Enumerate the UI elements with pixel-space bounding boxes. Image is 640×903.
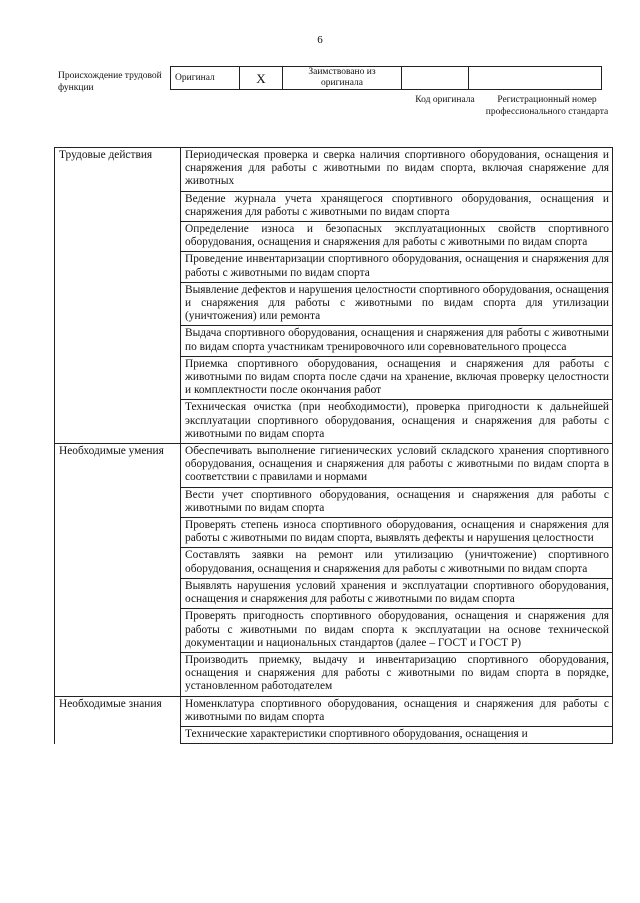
table-cell: Ведение журнала учета хранящегося спортивного оборудования, оснащения и снаряжения для работы с животными по видам спорта <box>181 191 613 221</box>
table-row <box>55 148 613 192</box>
table-cell: Вести учет спортивного оборудования, оснащения и снаряжения для работы с животными по видам спорта <box>181 487 613 517</box>
table-cell: Обеспечивать выполнение гигиенических условий складского хранения спортивного оборудования, оснащения и снаряжения для работы с животными по видам спорта в соответствии с правилами и нормами <box>181 444 613 488</box>
section-title: Необходимые умения <box>55 444 181 488</box>
code-cell <box>402 67 469 90</box>
table-cell: Проверять пригодность спортивного оборудования, оснащения и снаряжения для работы с животными по видам спорта к эксплуатации на основе технической документации и национальных стандартов (далее – ГОСТ и ГОСТ Р) <box>181 609 613 653</box>
table-row <box>55 548 613 578</box>
table-row <box>55 726 613 743</box>
table-row <box>55 222 613 252</box>
table-cell: Технические характеристики спортивного оборудования, оснащения и <box>181 726 613 743</box>
table-cell: Производить приемку, выдачу и инвентаризацию спортивного оборудования, оснащения и снаряжения для работы с животными по видам спорта в порядке, установленном работодателем <box>181 652 613 696</box>
table-cell: Составлять заявки на ремонт или утилизацию (уничтожение) спортивного оборудования, оснащения и снаряжения для работы с животными по видам спорта <box>181 548 613 578</box>
table-cell: Выдача спортивного оборудования, оснащения и снаряжения для работы с животными по видам спорта участникам тренировочного или соревновательного процесса <box>181 326 613 356</box>
original-mark: X <box>240 67 283 90</box>
table-row <box>55 400 613 444</box>
section-title: Необходимые знания <box>55 696 181 726</box>
table-cell: Проверять степень износа спортивного оборудования, оснащения и снаряжения для работы с животными по видам спорта, выявлять дефекты и нарушения целостности <box>181 518 613 548</box>
table-row <box>55 444 613 488</box>
table-cell: Выявлять нарушения условий хранения и эксплуатации спортивного оборудования, оснащения и снаряжения для работы с животными по видам спорта <box>181 578 613 608</box>
table-cell: Определение износа и безопасных эксплуатационных свойств спортивного оборудования, оснащения и снаряжения для работы с животными по видам спорта <box>181 222 613 252</box>
section-title: Трудовые действия <box>55 148 181 192</box>
table-row <box>55 696 613 726</box>
page-number: 6 <box>317 34 323 46</box>
origin-table <box>170 66 602 90</box>
table-cell: Номенклатура спортивного оборудования, оснащения и снаряжения для работы с животными по видам спорта <box>181 696 613 726</box>
table-row <box>55 191 613 221</box>
table-row <box>55 356 613 400</box>
reg-number-caption: Регистрационный номер профессионального стандарта <box>485 95 609 117</box>
origin-label: Происхождение трудовой функции <box>58 71 162 93</box>
table-row <box>55 652 613 696</box>
table-row <box>55 252 613 282</box>
function-table <box>54 147 613 744</box>
original-cell: Оригинал <box>171 67 240 90</box>
code-caption: Код оригинала <box>415 95 475 105</box>
table-cell: Проведение инвентаризации спортивного оборудования, оснащения и снаряжения для работы с животными по видам спорта <box>181 252 613 282</box>
table-row <box>55 609 613 653</box>
table-row <box>55 487 613 517</box>
table-row <box>55 282 613 326</box>
table-cell: Выявление дефектов и нарушения целостности спортивного оборудования, оснащения и снаряжения для работы с животными по видам спорта для утилизации (уничтожения) или ремонта <box>181 282 613 326</box>
borrowed-cell: Заимствовано из оригинала <box>283 67 402 90</box>
reg-number-cell <box>469 67 602 90</box>
table-row <box>55 578 613 608</box>
table-cell: Периодическая проверка и сверка наличия спортивного оборудования, оснащения и снаряжения для работы с животными по видам спорта, включая снаряжение для животных <box>181 148 613 192</box>
table-row <box>55 326 613 356</box>
table-cell: Техническая очистка (при необходимости), проверка пригодности к дальнейшей эксплуатации спортивного оборудования, оснащения и снаряжения для работы с животными по видам спорта <box>181 400 613 444</box>
table-row <box>55 518 613 548</box>
table-cell: Приемка спортивного оборудования, оснащения и снаряжения для работы с животными по видам спорта после сдачи на хранение, включая проверку целостности и комплектности после окончания работ <box>181 356 613 400</box>
